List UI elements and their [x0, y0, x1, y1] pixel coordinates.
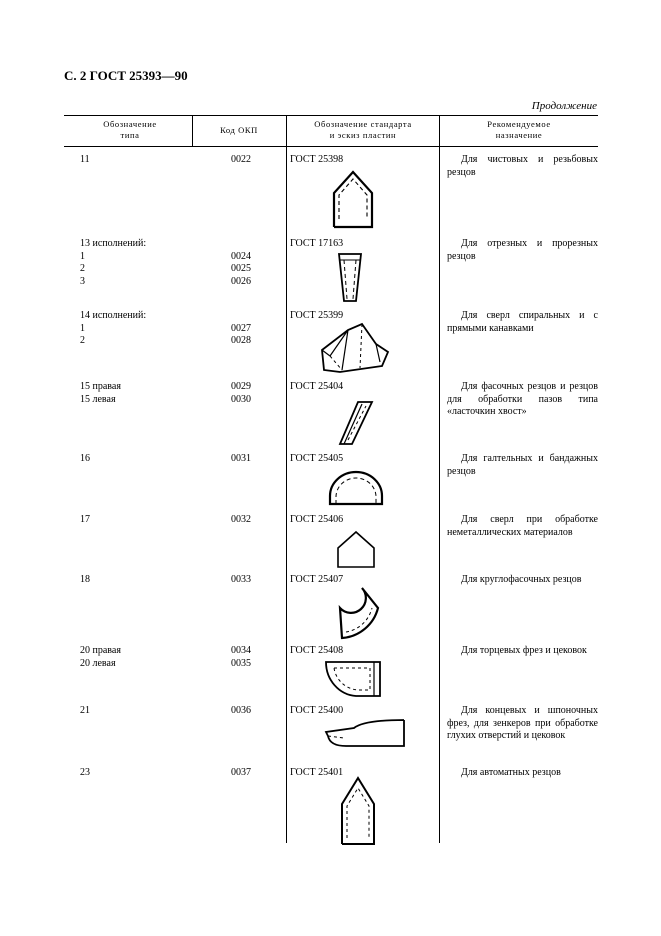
row-type: 18: [80, 574, 90, 585]
row-standard: ГОСТ 17163: [290, 238, 344, 249]
row-code: 0024 0025 0026: [231, 250, 251, 287]
row-code: 0032: [231, 514, 251, 525]
row-type: 23: [80, 767, 90, 778]
row-standard: ГОСТ 25399: [290, 310, 344, 321]
tapered-rectangle-icon: [336, 252, 366, 304]
row-type: 20 правая 20 левая: [80, 645, 121, 669]
table-top-rule: [64, 115, 598, 116]
row-type: 17: [80, 514, 90, 525]
row-purpose: Для отрезных и прорезных резцов: [447, 238, 598, 262]
house-insert-icon: [336, 530, 378, 570]
column-header-type: Обозначение типа: [103, 119, 157, 140]
row-code: 0031: [231, 453, 251, 464]
row-standard: ГОСТ 25405: [290, 453, 344, 464]
semicircle-insert-icon: [328, 470, 384, 508]
row-standard: ГОСТ 25406: [290, 514, 344, 525]
row-code: 0029 0030: [231, 381, 251, 405]
row-purpose: Для сверл при обработке неметаллических материалов: [447, 514, 598, 538]
long-bar-insert-icon: [324, 716, 408, 750]
row-type: 13 исполнений: 1 2 3: [80, 238, 147, 287]
page-title: С. 2 ГОСТ 25393—90: [64, 68, 188, 83]
parallelogram-insert-icon: [338, 400, 378, 448]
row-standard: ГОСТ 25408: [290, 645, 344, 656]
row-purpose: Для сверл спиральных и с прямыми канавками: [447, 310, 598, 334]
quarter-round-insert-icon: [324, 660, 384, 700]
prism-insert-icon: [320, 322, 392, 374]
row-standard: ГОСТ 25400: [290, 705, 344, 716]
column-header-purpose: Рекомендуемое назначение: [487, 119, 551, 140]
concave-insert-icon: [338, 586, 382, 640]
row-type: 16: [80, 453, 90, 464]
row-type: 11: [80, 154, 90, 165]
row-purpose: Для фасочных резцов и резцов для обработки пазов типа «ласточкин хвост»: [447, 381, 598, 417]
col-divider-3: [439, 115, 440, 843]
pointed-long-insert-icon: [338, 776, 378, 848]
row-standard: ГОСТ 25407: [290, 574, 344, 585]
row-purpose: Для чистовых и резьбовых резцов: [447, 154, 598, 178]
row-code: 0036: [231, 705, 251, 716]
column-header-code: Код ОКП: [220, 125, 258, 135]
row-code: 0034 0035: [231, 645, 251, 669]
row-code: 0033: [231, 574, 251, 585]
row-purpose: Для галтельных и бандажных резцов: [447, 453, 598, 477]
row-code: 0027 0028: [231, 322, 251, 346]
pentagon-pointed-icon: [330, 170, 380, 230]
row-standard: ГОСТ 25401: [290, 767, 344, 778]
row-code: 0037: [231, 767, 251, 778]
row-type: 21: [80, 705, 90, 716]
col-divider-2: [286, 115, 287, 843]
row-standard: ГОСТ 25404: [290, 381, 344, 392]
row-purpose: Для торцевых фрез и цековок: [461, 645, 587, 656]
row-type: 15 правая 15 левая: [80, 381, 121, 405]
table-header-rule: [64, 146, 598, 147]
row-purpose: Для круглофасочных резцов: [461, 574, 582, 585]
row-type: 14 исполнений: 1 2: [80, 310, 147, 346]
row-standard: ГОСТ 25398: [290, 154, 344, 165]
continuation-label: Продолжение: [531, 100, 597, 112]
row-code: 0022: [231, 154, 251, 165]
row-purpose: Для автоматных резцов: [461, 767, 561, 778]
col-divider-1: [192, 115, 193, 146]
row-purpose: Для концевых и шпоночных фрез, для зенкеров при обработке глухих отверстий и цековок: [447, 705, 598, 741]
column-header-standard: Обозначение стандарта и эскиз пластин: [314, 119, 412, 140]
